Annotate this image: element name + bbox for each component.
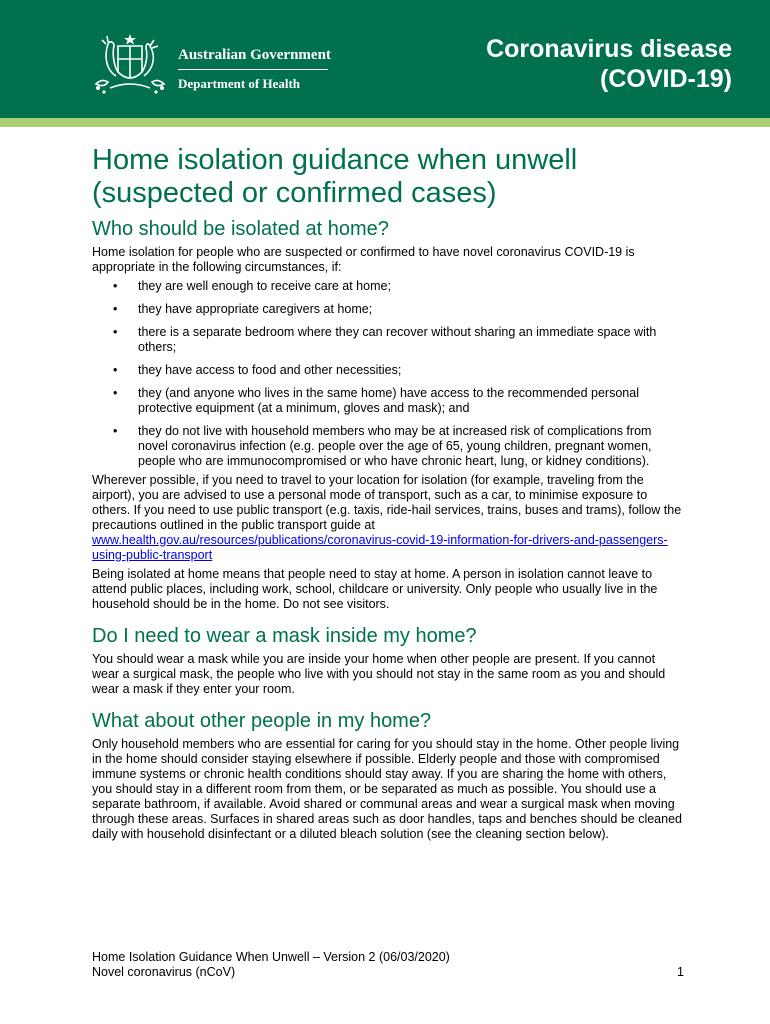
branding-divider: [178, 69, 328, 70]
list-item: [92, 302, 684, 317]
page-number: 1: [677, 965, 684, 979]
household-paragraph: Only household members who are essential for caring for you should stay in the home. Other people living in the home should consider staying elsewhere if possible. Elderly people and those with compromised immune systems or chronic health conditions should stay away. If you are sharing the home with others, you should stay in a different room from them, or be separated as much as possible. You should use a separate bathroom, if available. Avoid shared or communal areas and wear a surgical mask when moving through these areas. Surfaces in shared areas such as door handles, taps and benches should be cleaned daily with household disinfectant or a diluted bleach solution (see the cleaning section below).: [92, 737, 682, 841]
isolation-intro: Home isolation for people who are suspected or confirmed to have novel coronavirus COVID-19 is appropriate in the following circumstances, if:: [92, 245, 635, 274]
header-title: [486, 34, 732, 94]
section-heading-isolation: Who should be isolated at home?: [92, 218, 389, 240]
bullet-icon: •: [113, 279, 118, 293]
list-item-text: they are well enough to receive care at home;: [138, 279, 391, 293]
section-heading-household: What about other people in my home?: [92, 710, 432, 732]
page-footer: [92, 950, 684, 980]
list-item: [92, 279, 684, 294]
list-item: [92, 424, 684, 469]
bullet-icon: •: [113, 424, 118, 438]
bullet-icon: •: [113, 302, 118, 316]
list-item-text: they (and anyone who lives in the same home) have access to the recommended personal protective equipment (at a minimum, gloves and mask); and: [138, 386, 639, 415]
header-accent-stripe: [0, 118, 770, 127]
mask-paragraph: You should wear a mask while you are inside your home when other people are present. If you cannot wear a surgical mask, the people who live with you should not stay in the same room as you and should wear a mask if they enter your room.: [92, 652, 666, 696]
bullet-icon: •: [113, 325, 118, 339]
document-body: [92, 144, 684, 842]
government-name: Australian Government: [178, 47, 331, 63]
isolation-paragraph: Being isolated at home means that people need to stay at home. A person in isolation cannot leave to attend public places, including work, school, childcare or university. Only people who usually live in the household should be in the home. Do not see visitors.: [92, 567, 658, 611]
travel-paragraph: [92, 473, 684, 563]
section-heading-mask: Do I need to wear a mask inside my home?: [92, 625, 477, 647]
government-branding: [178, 47, 331, 92]
coat-of-arms-icon: [88, 32, 172, 98]
footer-row: [92, 965, 684, 980]
header-banner: [0, 0, 770, 118]
list-item-text: they have access to food and other necessities;: [138, 363, 402, 377]
travel-text: Wherever possible, if you need to travel to your location for isolation (for example, traveling from the airport), you are advised to use a personal mode of transport, such as a car, to minimise exposure to others. If you need to use public transport (e.g. taxis, ride-hail services, trains, buses and trams), follow the precautions outlined in the public transport guide at: [92, 473, 682, 532]
public-transport-link[interactable]: www.health.gov.au/resources/publications/coronavirus-covid-19-information-for-drivers-and-passengers-using-public-transport: [92, 533, 668, 562]
bullet-icon: •: [113, 363, 118, 377]
criteria-list: [92, 279, 684, 469]
list-item: [92, 363, 684, 378]
bullet-icon: •: [113, 386, 118, 400]
list-item-text: there is a separate bedroom where they can recover without sharing an immediate space with others;: [138, 325, 657, 354]
header-title-line2: (COVID-19): [600, 65, 732, 93]
footer-document-version: Home Isolation Guidance When Unwell – Version 2 (06/03/2020): [92, 950, 450, 964]
footer-topic: Novel coronavirus (nCoV): [92, 965, 236, 979]
department-name: Department of Health: [178, 76, 301, 91]
list-item-text: they do not live with household members who may be at increased risk of complications from novel coronavirus infection (e.g. people over the age of 65, young children, pregnant women, people who are immunocompromised or who have chronic heart, lung, or kidney conditions).: [138, 424, 652, 468]
list-item: [92, 386, 684, 416]
list-item-text: they have appropriate caregivers at home;: [138, 302, 373, 316]
header-title-line1: Coronavirus disease: [486, 35, 732, 63]
list-item: [92, 325, 684, 355]
document-title: Home isolation guidance when unwell (suspected or confirmed cases): [92, 144, 578, 209]
